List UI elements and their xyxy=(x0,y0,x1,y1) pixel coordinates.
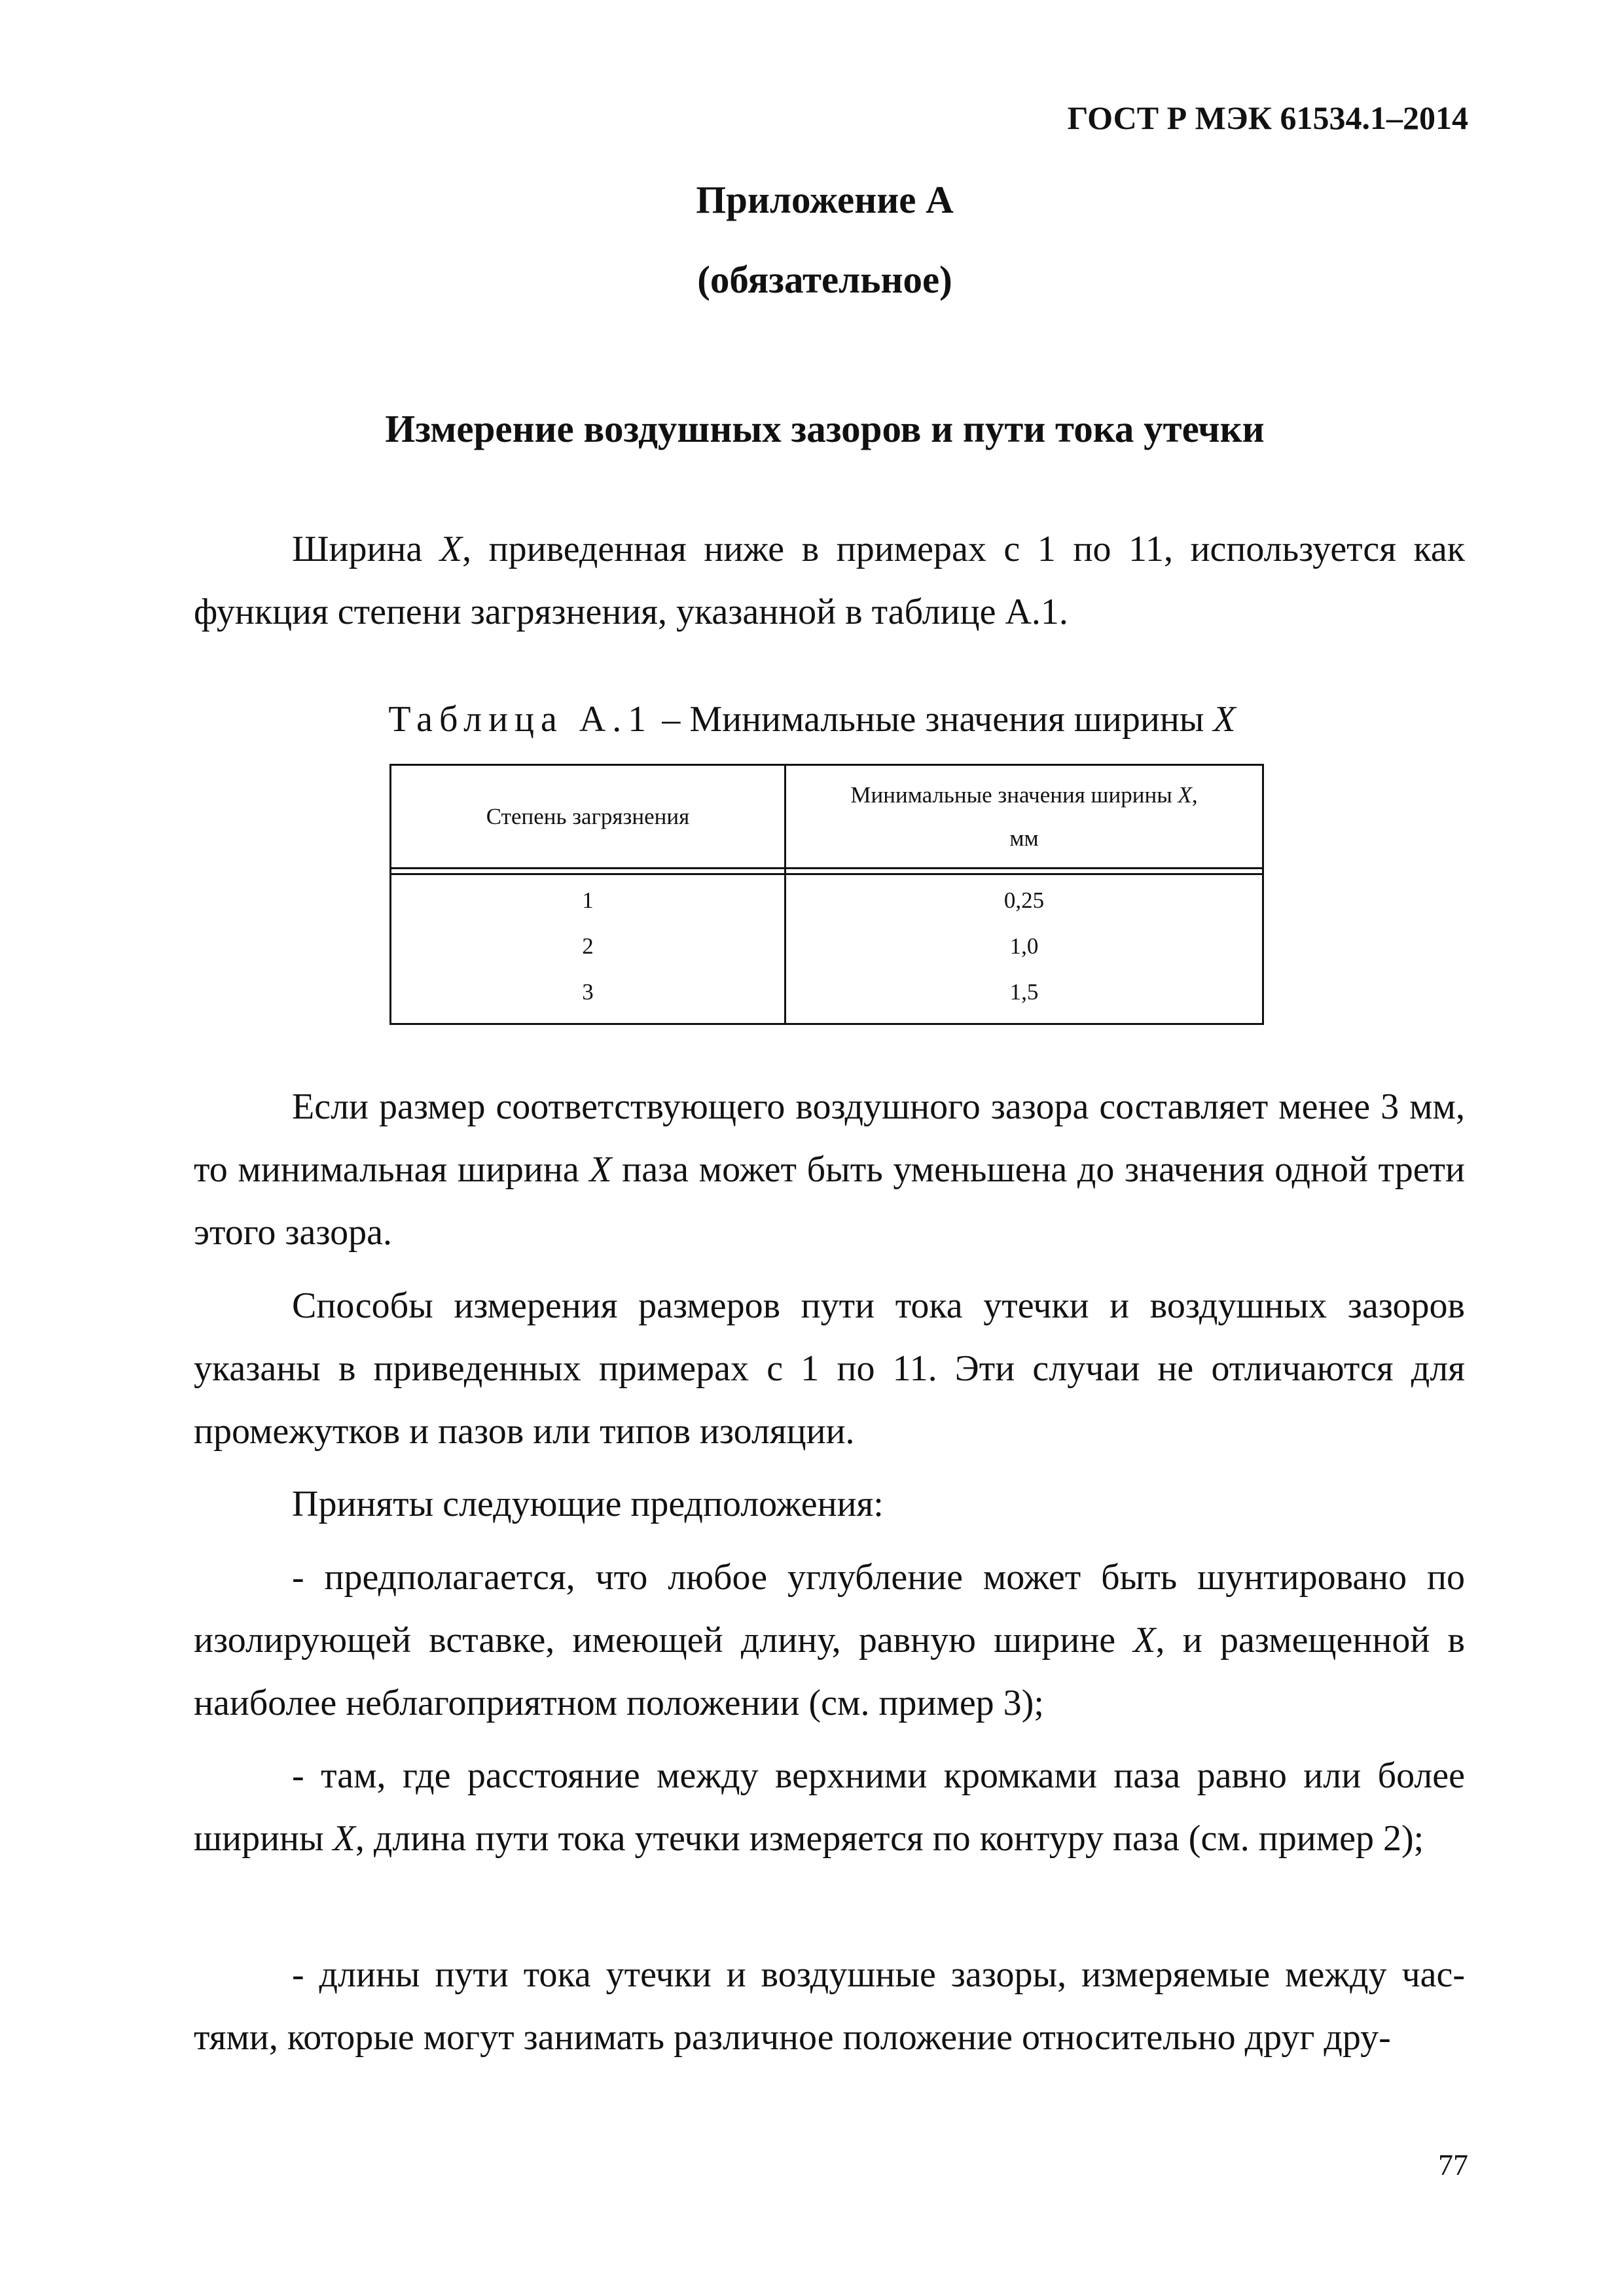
header-text: Минимальные значения ширины xyxy=(850,781,1178,808)
text-run: - длины пути тока утечки и воздушные зазоры, измеряемые между частями, которые могут занимать различное положение относительно друг дру- xyxy=(194,1954,1465,2058)
text-run: Приняты следующие предположения: xyxy=(292,1484,884,1524)
text-run: - там, где расстояние между верхними кромками паза равно или более ширины xyxy=(194,1755,1465,1859)
table-caption-variable: X xyxy=(1213,699,1236,740)
text-run: , длина пути тока утечки измеряется по контуру паза (см. пример 2); xyxy=(355,1818,1424,1859)
variable-x: X xyxy=(1133,1620,1156,1660)
appendix-title: Приложение А xyxy=(696,178,954,221)
header-text: , xyxy=(1191,781,1198,808)
list-item-assumption-2 xyxy=(194,1744,1465,1870)
list-item-assumption-1 xyxy=(194,1546,1465,1734)
header-variable: X xyxy=(1178,781,1192,808)
paragraph-assumptions-intro xyxy=(194,1473,1465,1535)
variable-x: X xyxy=(333,1818,355,1859)
text-run: - предполагается, что любое углубление может быть шунтировано по изолирующей вставке, имеющей длину, равную ширине xyxy=(194,1557,1465,1660)
page-number: 77 xyxy=(1438,2148,1468,2181)
text-run: Способы измерения размеров пути тока утечки и воздушных зазоров указаны в приведенных примерах с 1 по 11. Эти случаи не отличаются для промежутков и пазов или типов изоляции. xyxy=(194,1285,1465,1452)
table-caption xyxy=(0,696,1624,742)
document-code: ГОСТ Р МЭК 61534.1–2014 xyxy=(1067,99,1468,136)
cell-pollution-degree: 3 xyxy=(391,969,785,1024)
appendix-status: (обязательное) xyxy=(697,258,952,301)
section-heading: Измерение воздушных зазоров и пути тока утечки xyxy=(385,407,1265,450)
text-run: , и размещенной в наиболее неблагоприятном положении (см. пример 3); xyxy=(194,1620,1465,1723)
text-run: паза может быть уменьшена до значения одной трети этого зазора. xyxy=(194,1149,1465,1253)
table-row xyxy=(391,874,1263,924)
table-row xyxy=(391,969,1263,1024)
variable-x: X xyxy=(439,529,463,569)
text-run: , приведенная ниже в примерах с 1 по 11, используется как функция степени загрязнения, указанной в таблице А.1. xyxy=(194,529,1465,632)
pollution-width-table xyxy=(389,764,1264,1025)
table-caption-text: – Минимальные значения ширины xyxy=(653,699,1214,740)
list-item-assumption-3 xyxy=(194,1943,1465,2069)
cell-min-width: 0,25 xyxy=(785,874,1263,924)
table-row xyxy=(391,924,1263,969)
variable-x: X xyxy=(589,1149,612,1190)
table-header-min-width xyxy=(785,765,1263,869)
cell-min-width: 1,0 xyxy=(785,924,1263,969)
text-run: Ширина xyxy=(292,529,440,569)
table-caption-label: Таблица А.1 xyxy=(388,699,653,740)
text-run: Если размер соответствующего воздушного зазора составляет менее 3 мм, то минимальная ширина xyxy=(194,1086,1465,1190)
paragraph-measurement-methods xyxy=(194,1274,1465,1463)
table-header-pollution-degree: Степень загрязнения xyxy=(391,765,785,869)
paragraph-width-intro xyxy=(194,518,1465,643)
header-unit: мм xyxy=(1009,825,1039,851)
cell-pollution-degree: 1 xyxy=(391,874,785,924)
cell-pollution-degree: 2 xyxy=(391,924,785,969)
cell-min-width: 1,5 xyxy=(785,969,1263,1024)
paragraph-clearance-reduction xyxy=(194,1075,1465,1264)
